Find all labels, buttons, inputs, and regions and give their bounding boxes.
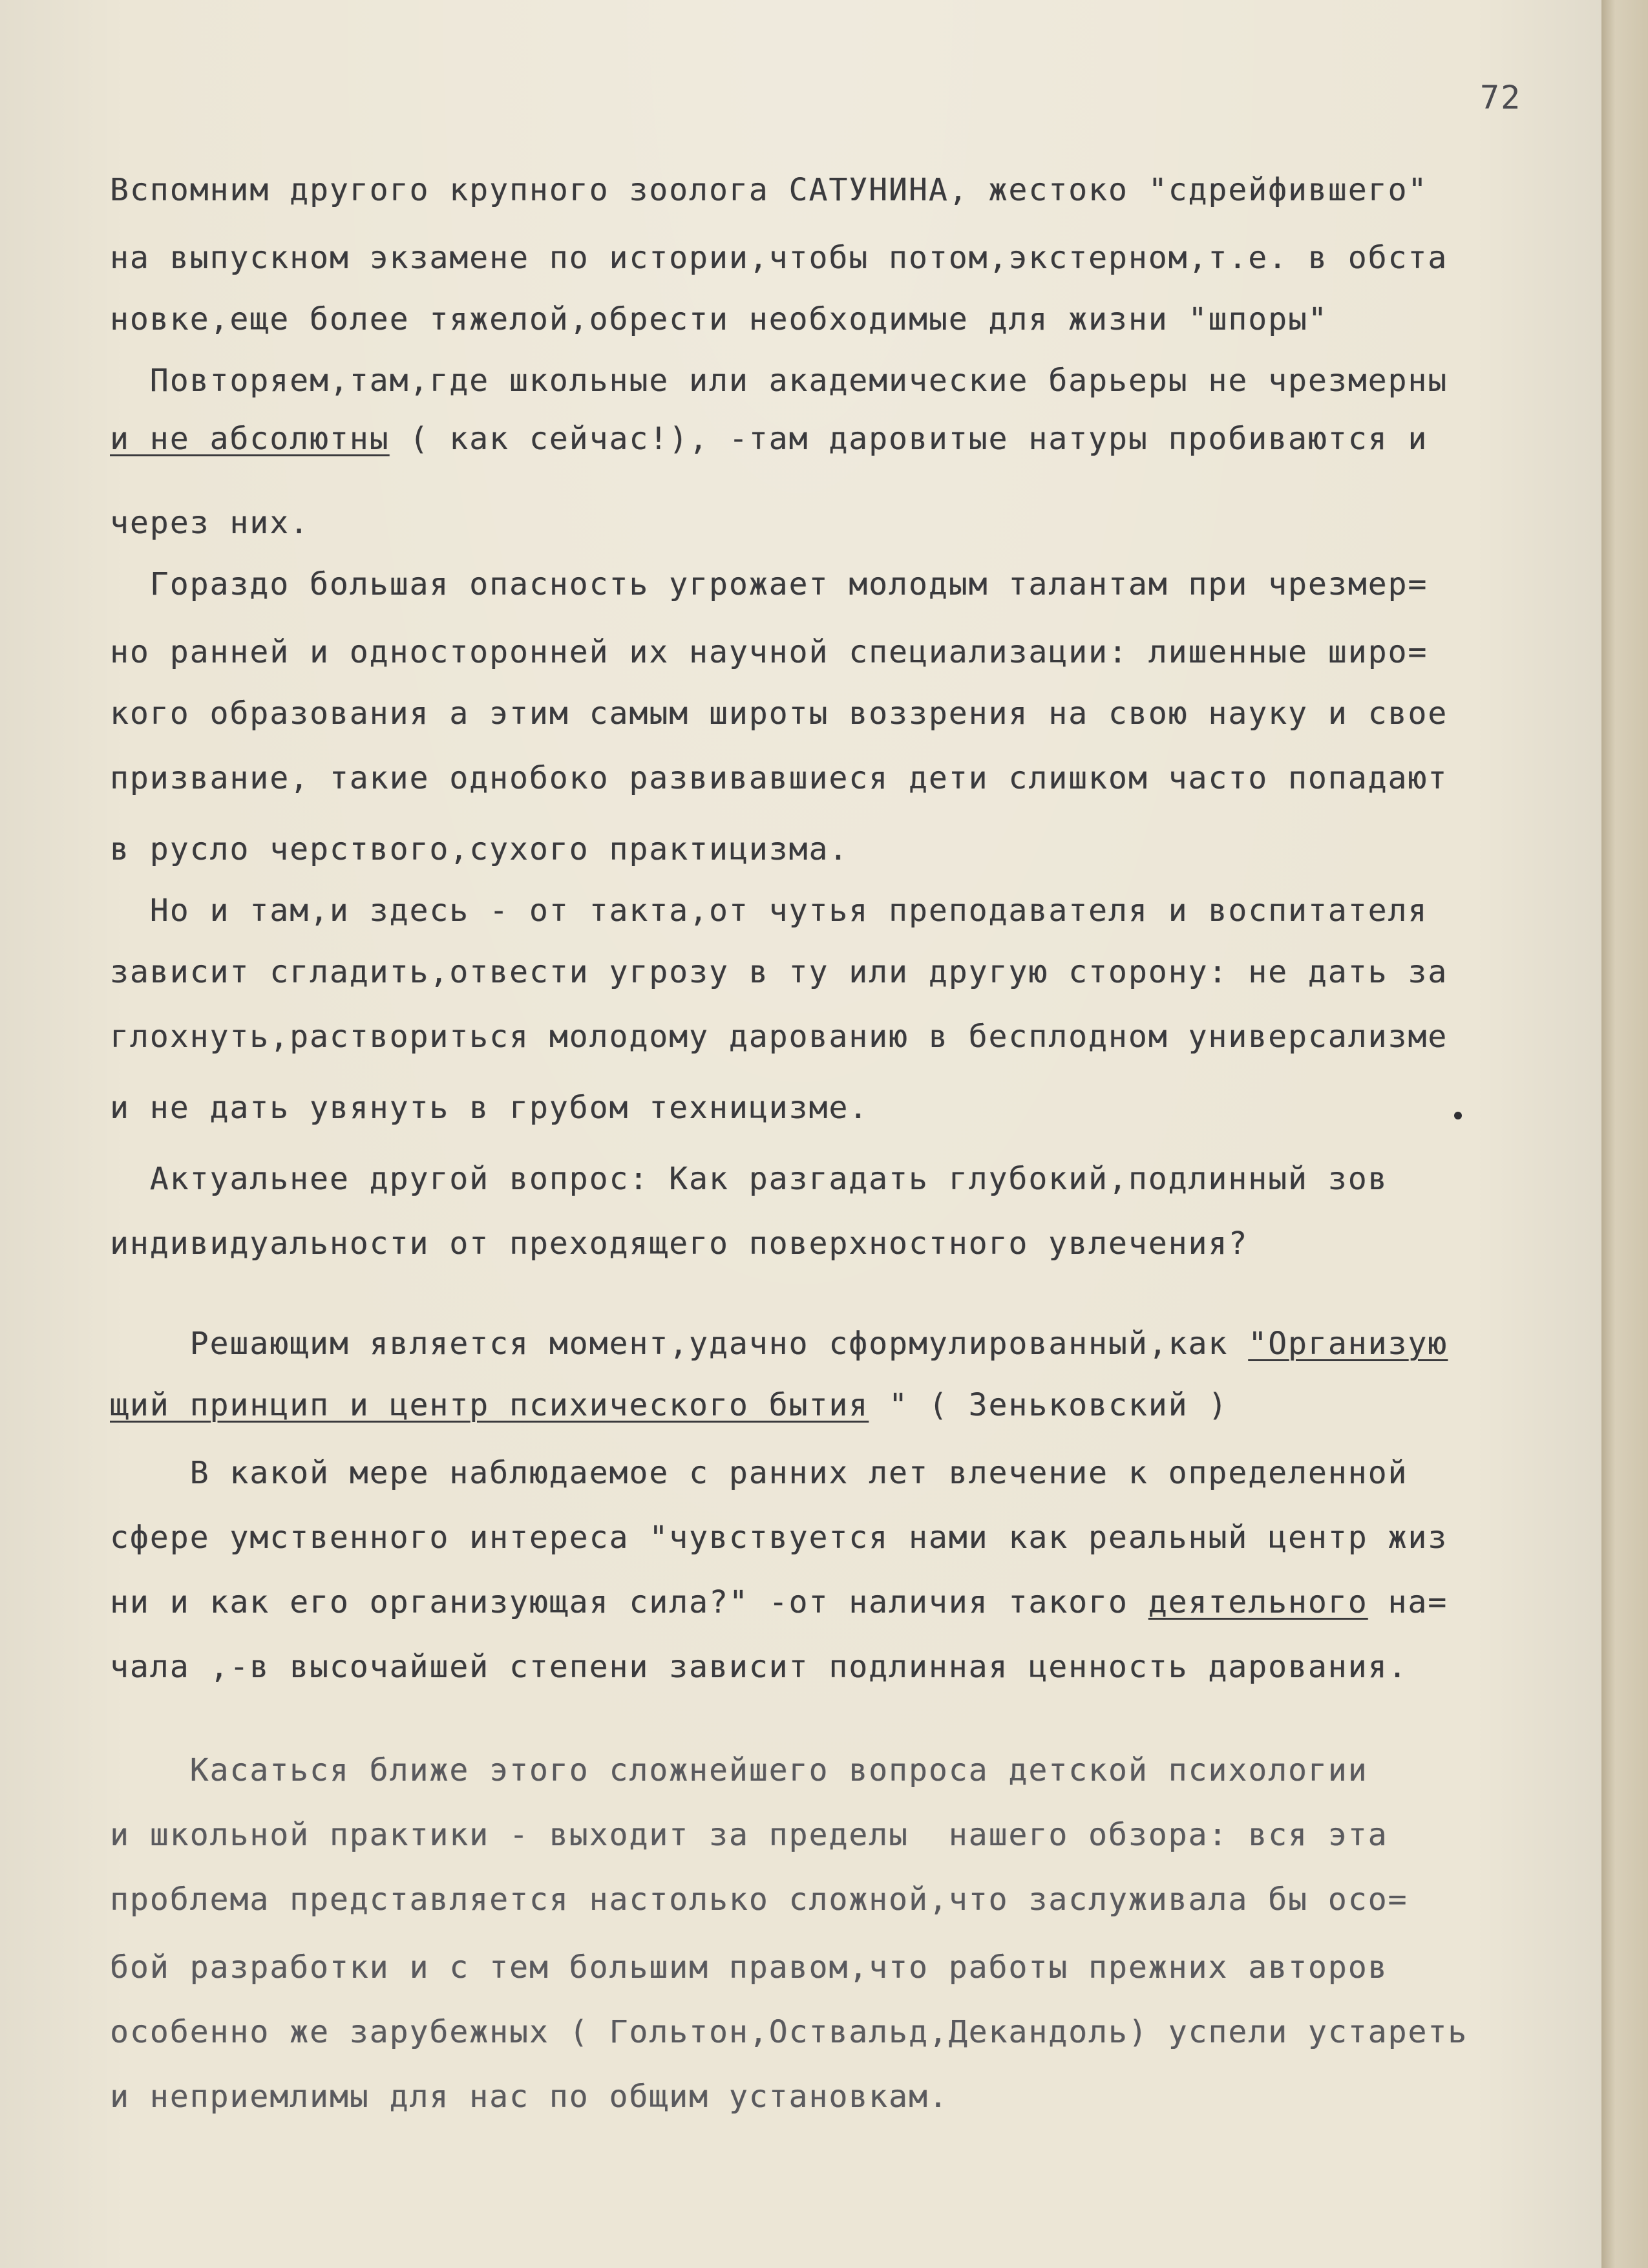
text-line [110,695,1448,732]
text-line [110,760,1448,796]
underlined-text: щий принцип и центр психического бытия [110,1387,869,1423]
text-segment: кого образования а этим самым широты воззрения на свою науку и свое [110,695,1448,732]
text-line [110,1161,1388,1197]
text-line [110,1817,1388,1853]
text-line [110,1649,1408,1685]
text-line [110,1584,1448,1620]
text-segment: Решающим является момент,удачно сформулированный,как [110,1326,1249,1362]
text-segment: чала ,-в высочайшей степени зависит подлинная ценность дарования. [110,1649,1408,1685]
page-number: 72 [1480,79,1522,116]
page-edge-shadow [1601,0,1648,2268]
text-line [110,505,310,541]
text-segment: через них. [110,505,310,541]
text-line [110,1387,1229,1423]
text-segment: и школьной практики - выходит за пределы нашего обзора: вся эта [110,1817,1388,1853]
text-segment: на= [1368,1584,1448,1620]
underlined-text: и не абсолютны [110,421,390,457]
text-segment: в русло черствого,сухого практицизма. [110,831,849,867]
text-line [110,1457,1408,1489]
text-segment: особенно же зарубежных ( Гольтон,Оствальд,Декандоль) успели устареть [110,2014,1468,2050]
text-segment: и не дать увянуть в грубом техницизме. [110,1090,869,1126]
text-segment: ( как сейчас!), -там даровитые натуры пробиваются и [389,421,1428,457]
text-line [110,954,1448,990]
text-segment: Актуальнее другой вопрос: Как разгадать глубокий,подлинный зов [110,1161,1388,1197]
text-segment: Гораздо большая опасность угрожает молодым талантам при чрезмер= [110,566,1428,602]
text-line [110,421,1428,457]
text-segment: Но и там,и здесь - от такта,от чутья преподавателя и воспитателя [110,893,1428,929]
text-line [110,1019,1448,1055]
text-line [110,831,849,867]
text-line [110,1326,1448,1362]
text-segment: бой разработки и с тем большим правом,что работы прежних авторов [110,1949,1388,1986]
text-segment: индивидуальности от преходящего поверхностного увлечения? [110,1225,1249,1262]
text-segment: В какой мере наблюдаемое с ранних лет влечение к определенной [110,1455,1408,1491]
text-segment: " ( Зеньковский ) [869,1387,1229,1423]
text-segment: Касаться ближе этого сложнейшего вопроса детской психологии [110,1752,1368,1788]
text-line [110,1225,1249,1262]
text-line [110,363,1448,399]
text-segment: глохнуть,раствориться молодому дарованию в бесплодном универсализме [110,1019,1448,1055]
text-line [110,2014,1468,2050]
text-line [110,1949,1388,1986]
text-segment: сфере умственного интереса "чувствуется нами как реальный центр жиз [110,1520,1448,1556]
text-line [110,301,1328,337]
text-segment: ни и как его организующая сила?" -от наличия такого [110,1584,1148,1620]
text-segment: призвание, такие однобоко развивавшиеся дети слишком часто попадают [110,760,1448,796]
text-segment: и неприемлимы для нас по общим установкам. [110,2079,949,2115]
text-line [110,1090,869,1126]
text-segment: Повторяем,там,где школьные или академические барьеры не чрезмерны [110,363,1448,399]
text-line [110,1520,1448,1556]
ink-dot [1454,1112,1462,1119]
text-line [110,634,1428,670]
text-line [110,1881,1408,1918]
text-line [110,566,1428,602]
text-line [110,893,1428,929]
underlined-text: "Организую [1248,1326,1448,1362]
text-segment: на выпускном экзамене по истории,чтобы потом,экстерном,т.е. в обста [110,240,1448,276]
text-line [110,172,1428,208]
text-segment: Вспомним другого крупного зоолога САТУНИНА, жестоко "сдрейфившего" [110,172,1428,208]
text-line [110,240,1448,276]
text-line [110,2079,949,2115]
text-line [110,1752,1368,1788]
text-segment: новке,еще более тяжелой,обрести необходимые для жизни "шпоры" [110,301,1328,337]
text-segment: но ранней и односторонней их научной специализации: лишенные широ= [110,634,1428,670]
text-segment: зависит сгладить,отвести угрозу в ту или другую сторону: не дать за [110,954,1448,990]
underlined-text: деятельного [1148,1584,1368,1620]
text-segment: проблема представляется настолько сложной,что заслуживала бы осо= [110,1881,1408,1918]
